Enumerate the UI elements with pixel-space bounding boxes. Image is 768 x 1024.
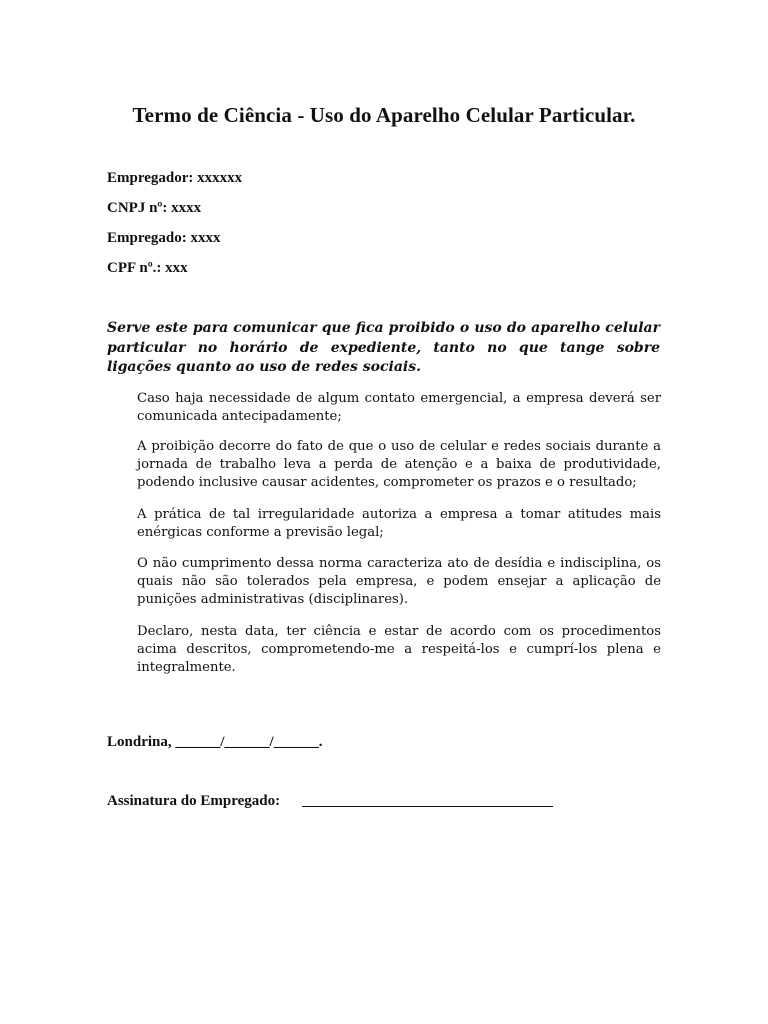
paragraph-emergency-contact: Caso haja necessidade de algum contato emergencial, a empresa deverá ser comunicada antecipadamente; xyxy=(137,391,661,424)
paragraph-declaration: Declaro, nesta data, ter ciência e estar de acordo com os procedimentos acima descritos, comprometendo-me a respeitá-los e cumprí-los plena e integralmente. xyxy=(137,624,661,675)
paragraph-irregularity: A prática de tal irregularidade autoriza a empresa a tomar atitudes mais enérgicas conforme a previsão legal; xyxy=(137,507,661,540)
employee-field: Empregado: xxxx xyxy=(107,230,221,246)
employer-field: Empregador: xxxxxx xyxy=(107,170,243,186)
intro-statement: Serve este para comunicar que fica proibido o uso do aparelho celular particular no horário de expediente, tanto no que tange sobre ligações quanto ao uso de redes sociais. xyxy=(107,320,660,375)
signature-line xyxy=(302,806,553,807)
cpf-field: CPF nº.: xxx xyxy=(107,260,188,276)
paragraph-noncompliance: O não cumprimento dessa norma caracteriza ato de desídia e indisciplina, os quais não são tolerados pela empresa, e podem ensejar a aplicação de punições administrativas (disciplinares). xyxy=(137,556,661,607)
place-date-line: Londrina, ______/______/______. xyxy=(107,734,323,750)
document-title: Termo de Ciência - Uso do Aparelho Celular Particular. xyxy=(132,103,636,127)
signature-label: Assinatura do Empregado: xyxy=(107,793,281,809)
cnpj-field: CNPJ nº: xxxx xyxy=(107,200,202,216)
paragraph-prohibition-reason: A proibição decorre do fato de que o uso de celular e redes sociais durante a jornada de trabalho leva a perda de atenção e a baixa de produtividade, podendo inclusive causar acidentes, comprometer os prazos e o resultado; xyxy=(137,439,661,490)
